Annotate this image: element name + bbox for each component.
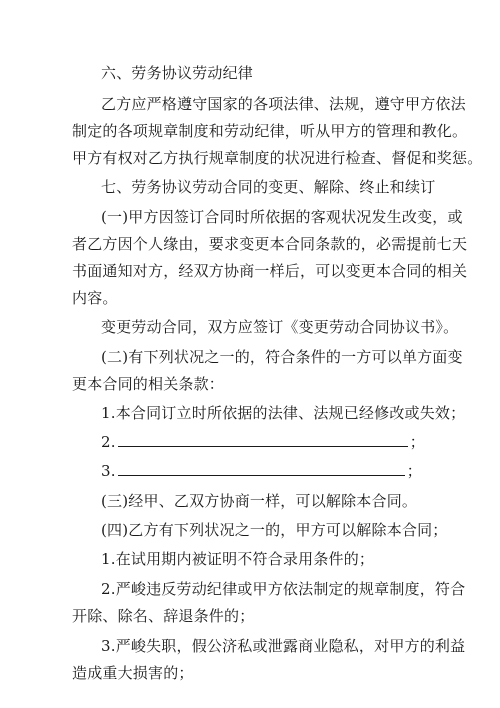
paragraph-line: (一)甲方因签订合同时所依据的客观状况发生改变，或 <box>101 208 463 226</box>
fill-in-blank <box>118 461 405 476</box>
paragraph-line: 更本合同的相关条款： <box>72 375 225 393</box>
list-item: 1.在试用期内被证明不符合录用条件的； <box>101 550 375 568</box>
paragraph-line: 制定的各项规章制度和劳动纪律，听从甲方的管理和教化。 <box>72 122 468 140</box>
section-heading-six: 六、劳务协议劳动纪律 <box>101 64 254 82</box>
list-item-number: 3. <box>101 462 116 480</box>
list-item: 1.本合同订立时所依据的法律、法规已经修改或失效； <box>101 404 466 422</box>
paragraph-line: 书面通知对方，经双方协商一样后，可以变更本合同的相关 <box>72 262 468 280</box>
paragraph-line: 者乙方因个人缘由，要求变更本合同条款的，必需提前七天 <box>72 235 468 253</box>
paragraph-line: 甲方有权对乙方执行规章制度的状况进行检查、督促和奖惩。 <box>72 149 483 167</box>
fill-in-blank <box>118 432 408 447</box>
paragraph-line: 开除、除名、辞退条件的； <box>72 607 255 625</box>
paragraph-line: (三)经甲、乙双方协商一样，可以解除本合同。 <box>101 492 418 510</box>
list-item-end: ； <box>406 462 422 480</box>
paragraph-line: 乙方应严格遵守国家的各项法律、法规，遵守甲方依法 <box>101 95 466 113</box>
paragraph-line: 造成重大损害的； <box>72 664 194 682</box>
list-item-blank <box>101 461 422 481</box>
paragraph-line: (二)有下列状况之一的，符合条件的一方可以单方面变 <box>101 348 463 366</box>
list-item: 3.严峻失职，假公济私或泄露商业隐私，对甲方的利益 <box>101 637 466 655</box>
list-item-number: 2. <box>101 433 116 451</box>
paragraph-line: 变更劳动合同，双方应签订《变更劳动合同协议书》。 <box>101 318 459 336</box>
list-item-end: ； <box>409 433 425 451</box>
list-item-blank <box>101 432 425 452</box>
paragraph-line: 内容。 <box>72 289 118 307</box>
list-item: 2.严峻违反劳动纪律或甲方依法制定的规章制度，符合 <box>101 580 466 598</box>
paragraph-line: (四)乙方有下列状况之一的，甲方可以解除本合同； <box>101 521 448 539</box>
section-heading-seven: 七、劳务协议劳动合同的变更、解除、终止和续订 <box>101 178 436 196</box>
